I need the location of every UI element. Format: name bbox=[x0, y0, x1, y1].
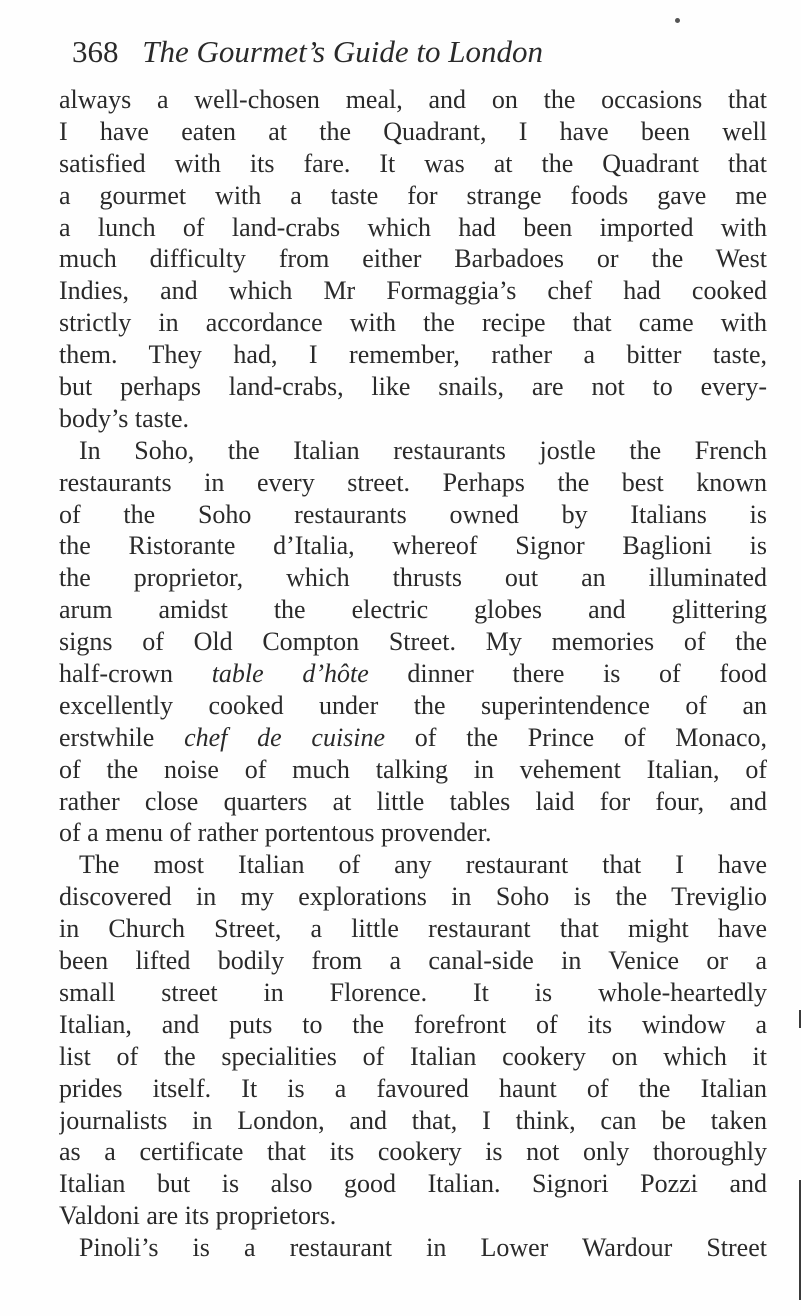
text-line: I have eaten at the Quadrant, I have been well bbox=[59, 116, 767, 146]
text-line-paragraph-start: Pinoli’s is a restaurant in Lower Wardour Street bbox=[79, 1233, 767, 1263]
italic-phrase: chef de cuisine bbox=[184, 722, 386, 752]
text-run: erstwhile bbox=[59, 722, 185, 752]
text-line: the Ristorante d’Italia, whereof Signor Baglioni is bbox=[59, 531, 767, 561]
body-text bbox=[59, 84, 767, 1264]
text-line-paragraph-end: body’s taste. bbox=[59, 403, 189, 433]
text-line: journalists in London, and that, I think, can be taken bbox=[59, 1105, 767, 1135]
text-line: rather close quarters at little tables laid for four, and bbox=[59, 786, 767, 816]
text-line-paragraph-start: The most Italian of any restaurant that I have bbox=[79, 850, 767, 880]
italic-phrase: table d’hôte bbox=[211, 659, 369, 689]
text-line: list of the specialities of Italian cookery on which it bbox=[59, 1041, 767, 1071]
text-line: Italian, and puts to the forefront of its window a bbox=[59, 1009, 767, 1039]
text-line: signs of Old Compton Street. My memories of the bbox=[59, 627, 767, 657]
text-line: strictly in accordance with the recipe that came with bbox=[59, 308, 767, 338]
text-line: always a well-chosen meal, and on the occasions that bbox=[59, 85, 767, 114]
text-line: of the Soho restaurants owned by Italians is bbox=[59, 499, 767, 529]
header-ornament-dot bbox=[675, 18, 680, 23]
text-line: been lifted bodily from a canal-side in Venice or a bbox=[59, 946, 767, 976]
text-line: prides itself. It is a favoured haunt of the Italian bbox=[59, 1073, 767, 1103]
text-line: a lunch of land-crabs which had been imported with bbox=[59, 212, 767, 242]
page-header bbox=[72, 32, 772, 82]
text-line: restaurants in every street. Perhaps the best known bbox=[59, 467, 767, 497]
text-line: them. They had, I remember, rather a bitter taste, bbox=[59, 340, 767, 370]
text-line-paragraph-end: Valdoni are its proprietors. bbox=[59, 1201, 337, 1231]
text-line: satisfied with its fare. It was at the Quadrant that bbox=[59, 148, 767, 178]
text-line-paragraph-start: In Soho, the Italian restaurants jostle the French bbox=[79, 435, 767, 465]
text-line-with-italic bbox=[59, 722, 767, 754]
text-line: Indies, and which Mr Formaggia’s chef had cooked bbox=[59, 276, 767, 306]
text-run: half-crown bbox=[59, 659, 212, 689]
text-line: Italian but is also good Italian. Signori Pozzi and bbox=[59, 1169, 767, 1199]
text-line-with-italic bbox=[59, 658, 767, 690]
text-line: much difficulty from either Barbadoes or the West bbox=[59, 244, 767, 274]
text-line: of the noise of much talking in vehement Italian, of bbox=[59, 754, 767, 784]
text-line: as a certificate that its cookery is not only thoroughly bbox=[59, 1137, 767, 1167]
running-title: The Gourmet’s Guide to London bbox=[142, 34, 543, 69]
text-line: excellently cooked under the superintendence of an bbox=[59, 690, 767, 720]
text-line: the proprietor, which thrusts out an illuminated bbox=[59, 563, 767, 593]
text-line: a gourmet with a taste for strange foods gave me bbox=[59, 180, 767, 210]
page-number: 368 bbox=[72, 34, 119, 69]
text-run: of the Prince of Monaco, bbox=[385, 722, 767, 752]
text-line: but perhaps land-crabs, like snails, are not to every- bbox=[59, 372, 767, 402]
text-line: discovered in my explorations in Soho is the Treviglio bbox=[59, 882, 767, 912]
text-line: arum amidst the electric globes and glittering bbox=[59, 595, 767, 625]
text-run: dinner there is of food bbox=[368, 659, 767, 689]
text-line: in Church Street, a little restaurant that might have bbox=[59, 914, 767, 944]
text-line-paragraph-end: of a menu of rather portentous provender. bbox=[59, 818, 492, 848]
text-line: small street in Florence. It is whole-heartedly bbox=[59, 977, 767, 1007]
